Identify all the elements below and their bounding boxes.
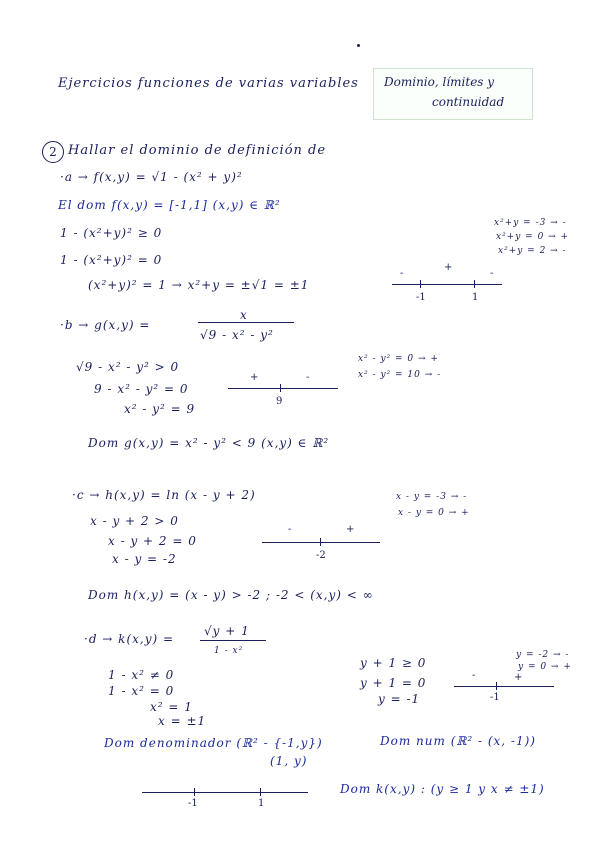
axis-label: -2 <box>316 550 326 561</box>
part-b-denominator: √9 - x² - y² <box>200 328 274 342</box>
part-a-note-3: x²+y = 2 → - <box>498 246 567 256</box>
axis-line <box>262 542 380 543</box>
axis-tick <box>496 682 497 690</box>
part-b-line-2: 9 - x² - y² = 0 <box>94 382 189 396</box>
sign-label: - <box>306 372 310 383</box>
part-d-note-1: y = -2 → - <box>516 650 570 660</box>
part-b-line-1: √9 - x² - y² > 0 <box>76 360 180 374</box>
part-c-line-2: x - y + 2 = 0 <box>108 534 197 548</box>
part-a-function: ·a → f(x,y) = √1 - (x² + y)² <box>60 170 243 184</box>
part-d-line-1: 1 - x² ≠ 0 <box>108 668 175 682</box>
part-a-line-3: (x²+y)² = 1 → x²+y = ±√1 = ±1 <box>88 278 310 292</box>
part-d-line-3: x² = 1 <box>150 700 193 714</box>
part-d-num-line-1: y + 1 ≥ 0 <box>360 656 427 670</box>
sign-label: + <box>346 524 355 535</box>
part-d-num-line-3: y = -1 <box>378 692 421 706</box>
axis-tick <box>420 280 421 288</box>
part-c-function: ·c → h(x,y) = ln (x - y + 2) <box>72 488 256 502</box>
axis-tick <box>320 538 321 546</box>
part-b-note-1: x² - y² = 0 → + <box>358 354 439 364</box>
sign-label: + <box>514 672 523 683</box>
part-d-domain-denominator: Dom denominador (ℝ² - {-1,y}) <box>104 736 323 750</box>
axis-tick <box>474 280 475 288</box>
fraction-bar <box>198 322 294 323</box>
topic-box <box>373 68 533 120</box>
fraction-bar <box>200 640 266 641</box>
sign-label: + <box>444 262 453 273</box>
part-d-line-2: 1 - x² = 0 <box>108 684 175 698</box>
axis-tick <box>260 788 261 796</box>
part-a-note-1: x²+y = -3 → - <box>494 218 567 228</box>
axis-label: 1 <box>258 798 265 809</box>
sign-label: - <box>490 268 494 279</box>
part-a-domain: El dom f(x,y) = [-1,1] (x,y) ∈ ℝ² <box>58 198 281 212</box>
part-b-note-2: x² - y² = 10 → - <box>358 370 442 380</box>
axis-line <box>228 388 338 389</box>
part-a-line-1: 1 - (x²+y)² ≥ 0 <box>60 226 163 240</box>
part-b-function: ·b → g(x,y) = <box>60 318 151 332</box>
sign-label: - <box>288 524 292 535</box>
part-a-line-2: 1 - (x²+y)² = 0 <box>60 253 163 267</box>
part-d-function: ·d → k(x,y) = <box>84 632 175 646</box>
part-d-denominator: 1 - x² <box>214 646 244 656</box>
part-d-line-4: x = ±1 <box>158 714 207 728</box>
part-d-note-2: y = 0 → + <box>518 662 572 672</box>
part-c-line-3: x - y = -2 <box>112 552 177 566</box>
exercise-number: 2 <box>42 141 64 163</box>
part-c-line-1: x - y + 2 > 0 <box>90 514 179 528</box>
part-c-note-2: x - y = 0 → + <box>398 508 470 518</box>
part-c-note-1: x - y = -3 → - <box>396 492 468 502</box>
part-d-domain-denominator-2: (1, y) <box>270 754 308 768</box>
exercise-statement: Hallar el dominio de definición de <box>68 143 327 158</box>
topic-line-2: continuidad <box>432 95 505 109</box>
axis-label: 1 <box>472 292 479 303</box>
axis-label: -1 <box>490 692 500 703</box>
part-a-note-2: x²+y = 0 → + <box>496 232 570 242</box>
part-b-domain: Dom g(x,y) = x² - y² < 9 (x,y) ∈ ℝ² <box>88 436 330 450</box>
topic-line-1: Dominio, límites y <box>384 75 495 89</box>
axis-label: -1 <box>188 798 198 809</box>
axis-line <box>392 284 502 285</box>
ink-dot <box>357 44 360 47</box>
part-b-line-3: x² - y² = 9 <box>124 402 196 416</box>
sign-label: + <box>250 372 259 383</box>
page-title: Ejercicios funciones de varias variables <box>58 76 359 91</box>
axis-line <box>142 792 308 793</box>
axis-line <box>454 686 554 687</box>
sign-label: - <box>400 268 404 279</box>
part-c-domain: Dom h(x,y) = (x - y) > -2 ; -2 < (x,y) < ∞ <box>88 588 374 602</box>
part-d-domain-final: Dom k(x,y) : (y ≥ 1 y x ≠ ±1) <box>340 782 545 796</box>
axis-tick <box>280 384 281 392</box>
part-b-numerator: x <box>240 308 248 322</box>
part-d-numerator: √y + 1 <box>204 624 250 638</box>
axis-label: -1 <box>416 292 426 303</box>
part-d-domain-numerator: Dom num (ℝ² - (x, -1)) <box>380 734 536 748</box>
part-d-num-line-2: y + 1 = 0 <box>360 676 427 690</box>
axis-tick <box>194 788 195 796</box>
sign-label: - <box>472 670 476 681</box>
axis-label: 9 <box>276 396 283 407</box>
